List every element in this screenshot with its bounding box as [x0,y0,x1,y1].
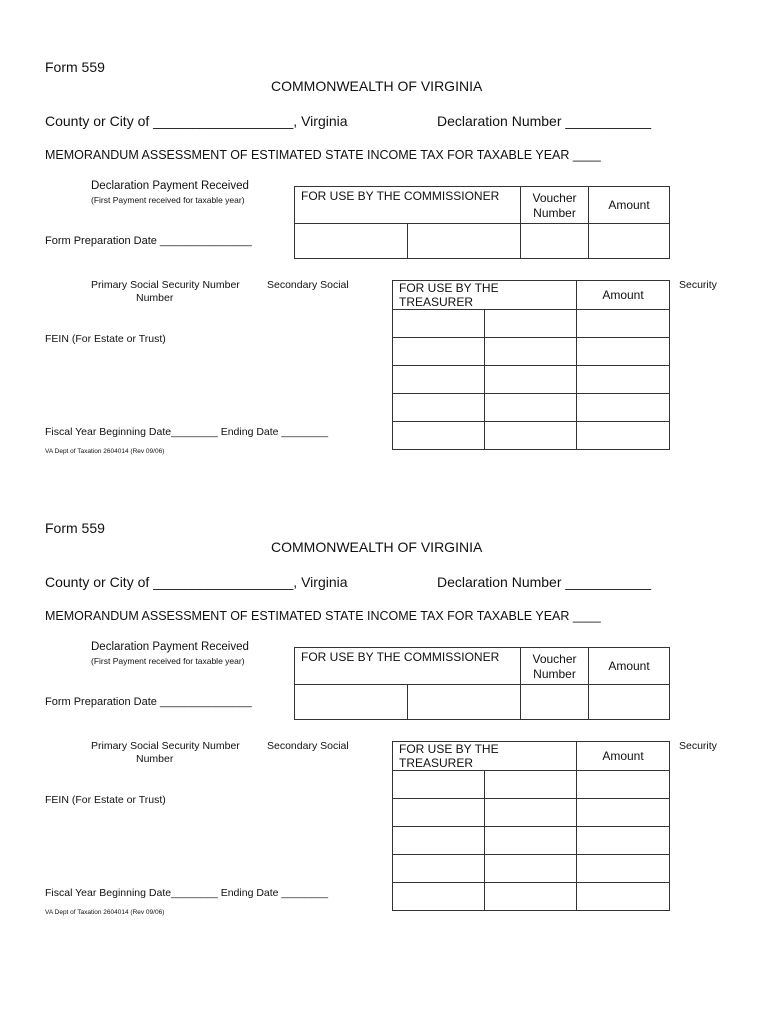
treasurer-cell[interactable] [485,799,577,827]
treasurer-cell[interactable] [393,366,485,394]
commissioner-table [294,647,670,720]
commissioner-table [294,186,670,259]
dept-footer: VA Dept of Taxation 2604014 (Rev 09/06) [45,909,165,916]
treasurer-cell[interactable] [577,422,670,450]
commissioner-cell[interactable] [295,685,408,720]
primary-ssn-label: Primary Social Security Number [91,740,240,752]
treasurer-cell[interactable] [393,827,485,855]
commissioner-cell[interactable] [295,224,408,259]
treasurer-cell[interactable] [577,855,670,883]
payment-received-label: Declaration Payment Received [91,180,249,192]
primary-ssn-label-line2: Number [136,292,174,304]
form-title: COMMONWEALTH OF VIRGINIA [271,539,483,555]
commissioner-header: FOR USE BY THE COMMISSIONER [295,187,521,224]
treasurer-amount-header: Amount [577,281,670,310]
treasurer-cell[interactable] [577,366,670,394]
treasurer-cell[interactable] [485,771,577,799]
secondary-ssn-label: Secondary Social [267,740,349,752]
commissioner-cell[interactable] [408,224,521,259]
amount-cell[interactable] [589,685,670,720]
county-city-field[interactable]: County or City of __________________, Virginia [45,574,348,590]
form-title: COMMONWEALTH OF VIRGINIA [271,78,483,94]
dept-footer: VA Dept of Taxation 2604014 (Rev 09/06) [45,448,165,455]
security-label: Security [679,740,717,752]
treasurer-cell[interactable] [393,799,485,827]
treasurer-cell[interactable] [485,855,577,883]
memorandum-heading: MEMORANDUM ASSESSMENT OF ESTIMATED STATE INCOME TAX FOR TAXABLE YEAR ____ [45,609,601,623]
fiscal-year-field[interactable]: Fiscal Year Beginning Date________ Ending Date ________ [45,887,329,899]
treasurer-cell[interactable] [577,771,670,799]
form-559-copy-2 [0,461,770,922]
amount-header: Amount [589,187,670,224]
fein-label: FEIN (For Estate or Trust) [45,794,166,806]
treasurer-table [392,280,670,450]
commissioner-header: FOR USE BY THE COMMISSIONER [295,648,521,685]
treasurer-header: FOR USE BY THE TREASURER [393,281,577,310]
primary-ssn-label-line2: Number [136,753,174,765]
secondary-ssn-label: Secondary Social [267,279,349,291]
payment-received-note: (First Payment received for taxable year) [91,656,245,666]
fein-label: FEIN (For Estate or Trust) [45,333,166,345]
form-preparation-date-field[interactable]: Form Preparation Date _______________ [45,235,252,247]
form-559-copy-1 [0,0,770,461]
treasurer-cell[interactable] [485,883,577,911]
treasurer-cell[interactable] [393,855,485,883]
treasurer-cell[interactable] [577,799,670,827]
fiscal-year-field[interactable]: Fiscal Year Beginning Date________ Ending Date ________ [45,426,329,438]
voucher-number-cell[interactable] [521,685,589,720]
amount-header: Amount [589,648,670,685]
treasurer-cell[interactable] [577,883,670,911]
treasurer-cell[interactable] [485,827,577,855]
security-label: Security [679,279,717,291]
treasurer-cell[interactable] [577,338,670,366]
treasurer-cell[interactable] [393,394,485,422]
declaration-number-field[interactable]: Declaration Number ___________ [437,574,652,590]
treasurer-cell[interactable] [393,771,485,799]
form-number: Form 559 [45,59,105,75]
treasurer-cell[interactable] [393,338,485,366]
treasurer-cell[interactable] [577,827,670,855]
memorandum-heading: MEMORANDUM ASSESSMENT OF ESTIMATED STATE INCOME TAX FOR TAXABLE YEAR ____ [45,148,601,162]
treasurer-cell[interactable] [485,338,577,366]
treasurer-cell[interactable] [577,394,670,422]
form-preparation-date-field[interactable]: Form Preparation Date _______________ [45,696,252,708]
commissioner-cell[interactable] [408,685,521,720]
treasurer-cell[interactable] [393,883,485,911]
declaration-number-field[interactable]: Declaration Number ___________ [437,113,652,129]
treasurer-cell[interactable] [393,422,485,450]
voucher-number-cell[interactable] [521,224,589,259]
treasurer-cell[interactable] [577,310,670,338]
form-number: Form 559 [45,520,105,536]
voucher-number-header: Voucher Number [521,187,589,224]
voucher-number-header: Voucher Number [521,648,589,685]
amount-cell[interactable] [589,224,670,259]
treasurer-cell[interactable] [393,310,485,338]
treasurer-amount-header: Amount [577,742,670,771]
treasurer-cell[interactable] [485,310,577,338]
treasurer-table [392,741,670,911]
treasurer-header: FOR USE BY THE TREASURER [393,742,577,771]
treasurer-cell[interactable] [485,422,577,450]
county-city-field[interactable]: County or City of __________________, Virginia [45,113,348,129]
payment-received-label: Declaration Payment Received [91,641,249,653]
primary-ssn-label: Primary Social Security Number [91,279,240,291]
payment-received-note: (First Payment received for taxable year) [91,195,245,205]
treasurer-cell[interactable] [485,366,577,394]
treasurer-cell[interactable] [485,394,577,422]
